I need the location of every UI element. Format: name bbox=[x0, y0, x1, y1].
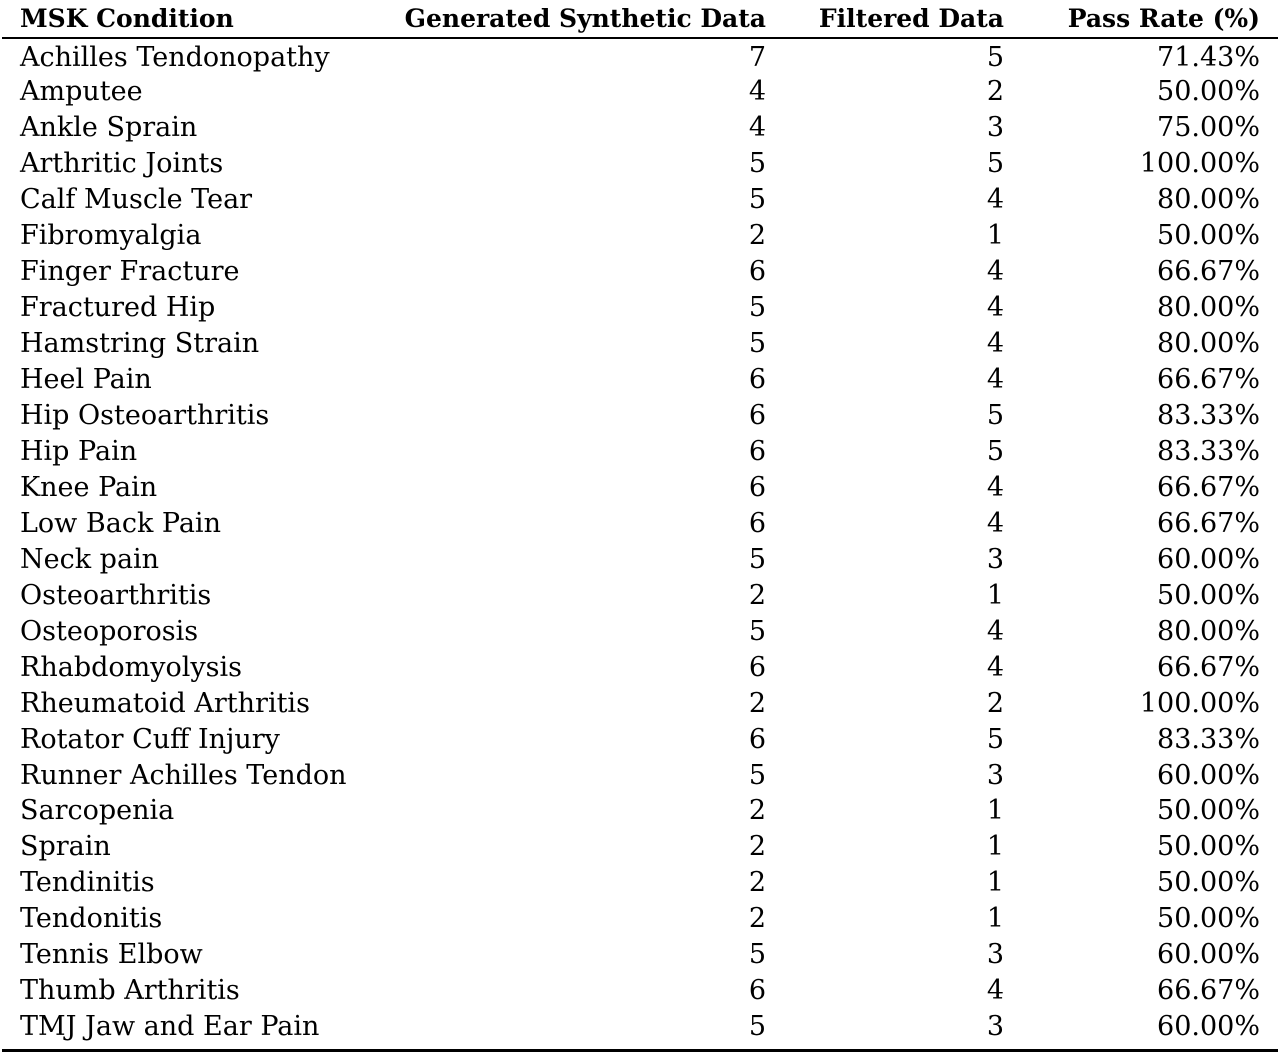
table-row bbox=[2, 577, 1278, 613]
table-row bbox=[2, 649, 1278, 685]
table-body bbox=[2, 38, 1278, 1045]
pass-rate-cell: 50.00% bbox=[1157, 76, 1260, 108]
filtered-count-cell: 4 bbox=[986, 292, 1004, 324]
table-row bbox=[2, 1009, 1278, 1045]
msk-condition-table bbox=[2, 0, 1278, 1045]
filtered-count-cell: 5 bbox=[986, 723, 1004, 755]
condition-cell: Tendinitis bbox=[20, 867, 155, 899]
filtered-count-cell: 1 bbox=[986, 795, 1004, 827]
generated-count-cell: 6 bbox=[748, 723, 766, 755]
generated-count-cell: 6 bbox=[748, 364, 766, 396]
generated-count-cell: 2 bbox=[748, 220, 766, 252]
table-row bbox=[2, 469, 1278, 505]
filtered-count-cell: 1 bbox=[986, 831, 1004, 863]
pass-rate-cell: 80.00% bbox=[1157, 615, 1260, 647]
pass-rate-cell: 80.00% bbox=[1157, 184, 1260, 216]
condition-cell: Hip Pain bbox=[20, 435, 138, 467]
condition-cell: Low Back Pain bbox=[20, 507, 221, 539]
generated-count-cell: 2 bbox=[748, 903, 766, 935]
pass-rate-cell: 60.00% bbox=[1157, 1011, 1260, 1043]
condition-cell: Sarcopenia bbox=[20, 795, 175, 827]
filtered-count-cell: 4 bbox=[986, 328, 1004, 360]
generated-count-cell: 6 bbox=[748, 471, 766, 503]
header-pass-rate: Pass Rate (%) bbox=[1022, 0, 1278, 38]
table-row bbox=[2, 254, 1278, 290]
pass-rate-cell: 100.00% bbox=[1139, 687, 1260, 719]
pass-rate-cell: 50.00% bbox=[1157, 867, 1260, 899]
table-row bbox=[2, 74, 1278, 110]
filtered-count-cell: 1 bbox=[986, 903, 1004, 935]
condition-cell: Thumb Arthritis bbox=[20, 975, 240, 1007]
pass-rate-cell: 50.00% bbox=[1157, 795, 1260, 827]
filtered-count-cell: 3 bbox=[986, 939, 1004, 971]
filtered-count-cell: 4 bbox=[986, 256, 1004, 288]
table-row bbox=[2, 218, 1278, 254]
condition-cell: Rheumatoid Arthritis bbox=[20, 687, 310, 719]
pass-rate-cell: 50.00% bbox=[1157, 903, 1260, 935]
pass-rate-cell: 66.67% bbox=[1157, 256, 1260, 288]
table-row bbox=[2, 433, 1278, 469]
condition-cell: Hip Osteoarthritis bbox=[20, 400, 270, 431]
table-row bbox=[2, 505, 1278, 541]
pass-rate-cell: 80.00% bbox=[1157, 292, 1260, 324]
table-bottom-rule bbox=[2, 1049, 1278, 1052]
condition-cell: Fibromyalgia bbox=[20, 220, 202, 252]
table-row bbox=[2, 937, 1278, 973]
filtered-count-cell: 5 bbox=[986, 41, 1004, 73]
filtered-count-cell: 4 bbox=[986, 507, 1004, 539]
table-row bbox=[2, 973, 1278, 1009]
generated-count-cell: 6 bbox=[748, 256, 766, 288]
condition-cell: Rotator Cuff Injury bbox=[20, 723, 280, 755]
filtered-count-cell: 5 bbox=[986, 400, 1004, 431]
pass-rate-cell: 66.67% bbox=[1157, 975, 1260, 1007]
pass-rate-cell: 50.00% bbox=[1157, 831, 1260, 863]
table-row bbox=[2, 793, 1278, 829]
filtered-count-cell: 3 bbox=[986, 543, 1004, 575]
condition-cell: TMJ Jaw and Ear Pain bbox=[20, 1011, 320, 1043]
filtered-count-cell: 2 bbox=[986, 687, 1004, 719]
pass-rate-cell: 60.00% bbox=[1157, 543, 1260, 575]
header-filtered-data: Filtered Data bbox=[784, 0, 1022, 38]
condition-cell: Tendonitis bbox=[20, 903, 163, 935]
condition-cell: Neck pain bbox=[20, 543, 160, 575]
generated-count-cell: 5 bbox=[748, 148, 766, 180]
generated-count-cell: 6 bbox=[748, 435, 766, 467]
table-row bbox=[2, 541, 1278, 577]
pass-rate-cell: 71.43% bbox=[1157, 41, 1260, 73]
condition-cell: Fractured Hip bbox=[20, 292, 216, 324]
filtered-count-cell: 3 bbox=[986, 759, 1004, 791]
generated-count-cell: 6 bbox=[748, 400, 766, 431]
pass-rate-cell: 80.00% bbox=[1157, 328, 1260, 360]
filtered-count-cell: 4 bbox=[986, 615, 1004, 647]
table-row bbox=[2, 398, 1278, 434]
pass-rate-cell: 83.33% bbox=[1157, 435, 1260, 467]
condition-cell: Achilles Tendonopathy bbox=[20, 41, 330, 73]
pass-rate-cell: 66.67% bbox=[1157, 651, 1260, 683]
filtered-count-cell: 3 bbox=[986, 1011, 1004, 1043]
filtered-count-cell: 4 bbox=[986, 184, 1004, 216]
table-row bbox=[2, 362, 1278, 398]
generated-count-cell: 6 bbox=[748, 651, 766, 683]
filtered-count-cell: 4 bbox=[986, 471, 1004, 503]
generated-count-cell: 5 bbox=[748, 292, 766, 324]
filtered-count-cell: 4 bbox=[986, 364, 1004, 396]
generated-count-cell: 5 bbox=[748, 328, 766, 360]
table-row bbox=[2, 685, 1278, 721]
table-row bbox=[2, 290, 1278, 326]
generated-count-cell: 2 bbox=[748, 831, 766, 863]
filtered-count-cell: 5 bbox=[986, 435, 1004, 467]
generated-count-cell: 6 bbox=[748, 975, 766, 1007]
condition-cell: Osteoporosis bbox=[20, 615, 199, 647]
table-row bbox=[2, 110, 1278, 146]
header-generated-synthetic-data: Generated Synthetic Data bbox=[364, 0, 784, 38]
filtered-count-cell: 4 bbox=[986, 975, 1004, 1007]
generated-count-cell: 7 bbox=[748, 41, 766, 73]
condition-cell: Ankle Sprain bbox=[20, 112, 198, 144]
condition-cell: Osteoarthritis bbox=[20, 579, 212, 611]
table-row bbox=[2, 38, 1278, 74]
condition-cell: Hamstring Strain bbox=[20, 328, 260, 360]
condition-cell: Heel Pain bbox=[20, 364, 152, 396]
table-row bbox=[2, 613, 1278, 649]
pass-rate-cell: 83.33% bbox=[1157, 723, 1260, 755]
filtered-count-cell: 1 bbox=[986, 867, 1004, 899]
condition-cell: Arthritic Joints bbox=[20, 148, 224, 180]
table-row bbox=[2, 721, 1278, 757]
generated-count-cell: 4 bbox=[748, 112, 766, 144]
generated-count-cell: 4 bbox=[748, 76, 766, 108]
pass-rate-cell: 100.00% bbox=[1139, 148, 1260, 180]
pass-rate-cell: 60.00% bbox=[1157, 759, 1260, 791]
table-row bbox=[2, 182, 1278, 218]
filtered-count-cell: 1 bbox=[986, 579, 1004, 611]
generated-count-cell: 2 bbox=[748, 579, 766, 611]
table-row bbox=[2, 829, 1278, 865]
filtered-count-cell: 2 bbox=[986, 76, 1004, 108]
generated-count-cell: 5 bbox=[748, 543, 766, 575]
generated-count-cell: 2 bbox=[748, 687, 766, 719]
table-row bbox=[2, 146, 1278, 182]
condition-cell: Rhabdomyolysis bbox=[20, 651, 242, 683]
header-row bbox=[2, 0, 1278, 38]
generated-count-cell: 6 bbox=[748, 507, 766, 539]
condition-cell: Amputee bbox=[20, 76, 143, 108]
generated-count-cell: 5 bbox=[748, 184, 766, 216]
header-msk-condition: MSK Condition bbox=[2, 0, 364, 38]
table-row bbox=[2, 865, 1278, 901]
table-header bbox=[2, 0, 1278, 38]
pass-rate-cell: 50.00% bbox=[1157, 579, 1260, 611]
pass-rate-cell: 83.33% bbox=[1157, 400, 1260, 431]
generated-count-cell: 5 bbox=[748, 1011, 766, 1043]
table-row bbox=[2, 757, 1278, 793]
filtered-count-cell: 3 bbox=[986, 112, 1004, 144]
filtered-count-cell: 1 bbox=[986, 220, 1004, 252]
generated-count-cell: 2 bbox=[748, 795, 766, 827]
pass-rate-cell: 66.67% bbox=[1157, 364, 1260, 396]
table-row bbox=[2, 901, 1278, 937]
filtered-count-cell: 5 bbox=[986, 148, 1004, 180]
pass-rate-cell: 60.00% bbox=[1157, 939, 1260, 971]
msk-condition-table-container bbox=[2, 0, 1278, 1052]
generated-count-cell: 5 bbox=[748, 759, 766, 791]
pass-rate-cell: 66.67% bbox=[1157, 507, 1260, 539]
generated-count-cell: 5 bbox=[748, 615, 766, 647]
table-row bbox=[2, 326, 1278, 362]
pass-rate-cell: 50.00% bbox=[1157, 220, 1260, 252]
condition-cell: Knee Pain bbox=[20, 471, 158, 503]
condition-cell: Sprain bbox=[20, 831, 111, 863]
pass-rate-cell: 66.67% bbox=[1157, 471, 1260, 503]
condition-cell: Tennis Elbow bbox=[20, 939, 203, 971]
generated-count-cell: 5 bbox=[748, 939, 766, 971]
pass-rate-cell: 75.00% bbox=[1157, 112, 1260, 144]
condition-cell: Runner Achilles Tendon bbox=[20, 759, 347, 791]
generated-count-cell: 2 bbox=[748, 867, 766, 899]
condition-cell: Calf Muscle Tear bbox=[20, 184, 253, 216]
condition-cell: Finger Fracture bbox=[20, 256, 240, 288]
filtered-count-cell: 4 bbox=[986, 651, 1004, 683]
